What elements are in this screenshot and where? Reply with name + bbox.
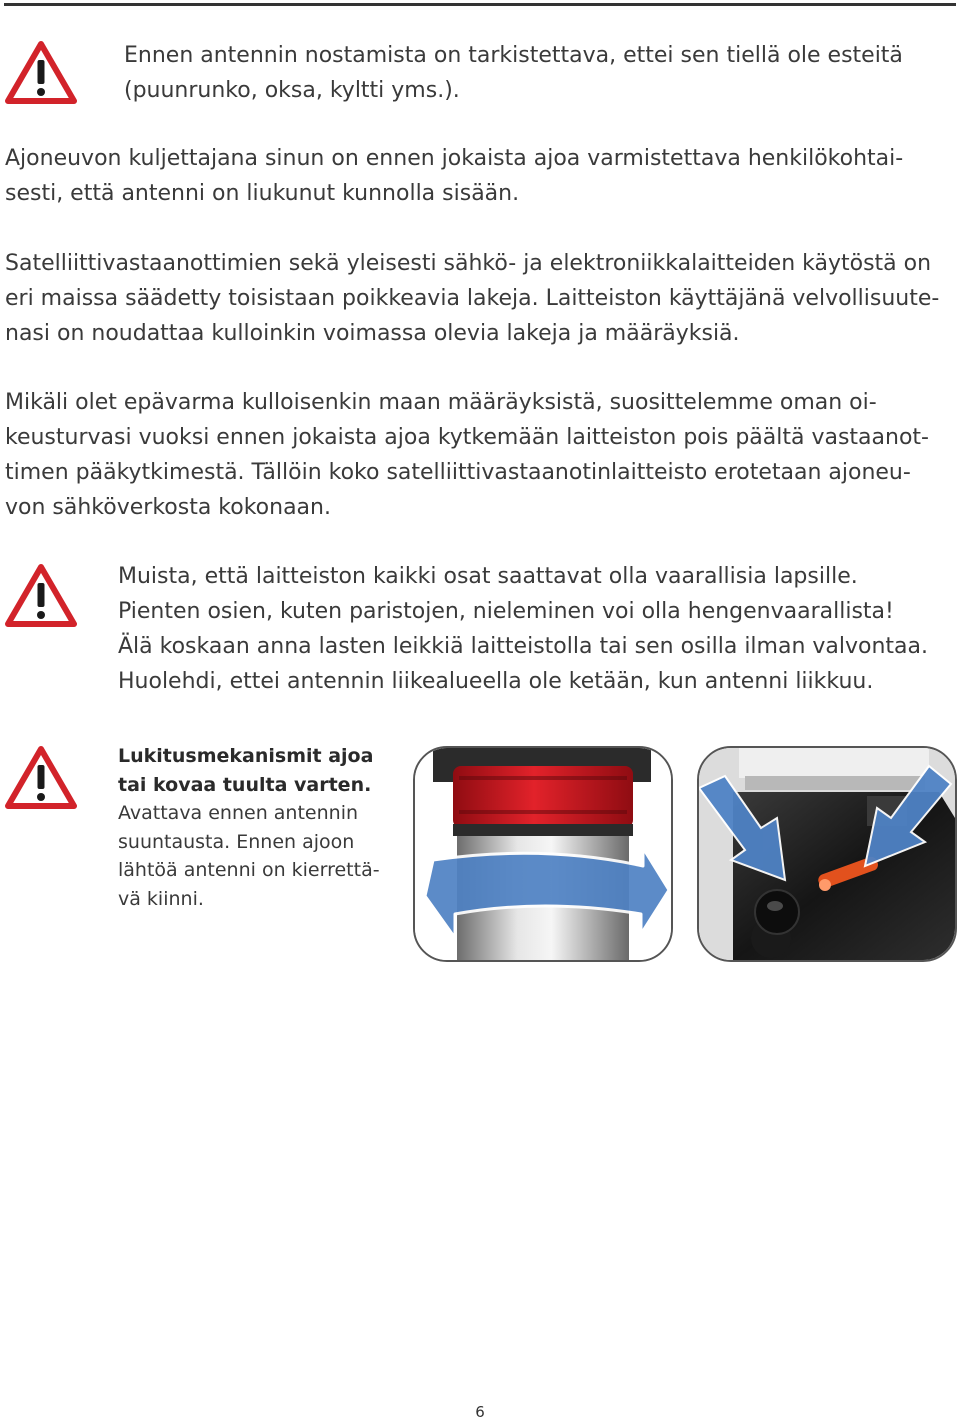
top-rule <box>4 3 956 6</box>
text-line: keusturvasi vuoksi ennen jokaista ajoa kytkemään laitteiston pois päältä vastaanot- <box>5 425 929 450</box>
warning-triangle-icon <box>5 563 77 627</box>
text-line: Ennen antennin nostamista on tarkistettava, ettei sen tiellä ole esteitä <box>124 43 903 68</box>
caption-heading-line: tai kovaa tuulta varten. <box>118 773 372 796</box>
text-line: Huolehdi, ettei antennin liikealueella ole ketään, kun antenni liikkuu. <box>118 669 874 694</box>
text-line: Älä koskaan anna lasten leikkiä laitteistolla tai sen osilla ilman valvontaa. <box>118 634 929 659</box>
paragraph-main-switch <box>5 385 929 525</box>
warning-triangle-icon <box>5 745 77 809</box>
text-line: sesti, että antenni on liukunut kunnolla sisään. <box>5 181 520 206</box>
text-line: Muista, että laitteiston kaikki osat saattavat olla vaarallisia lapsille. <box>118 564 858 589</box>
text-line: Ajoneuvon kuljettajana sinun on ennen jokaista ajoa varmistettava henkilökohtai- <box>5 146 904 171</box>
text-line: Satelliittivastaanottimien sekä yleisesti sähkö- ja elektroniikkalaitteiden käytöstä on <box>5 251 932 276</box>
page-number: 6 <box>475 1403 485 1421</box>
lock-lever-illustration <box>699 748 955 960</box>
locking-mechanism-caption <box>118 742 380 913</box>
caption-line: Avattava ennen antennin <box>118 802 359 824</box>
caption-line: lähtöä antenni on kierrettä- <box>118 859 380 881</box>
caption-line: suuntausta. Ennen ajoon <box>118 830 355 853</box>
warning-triangle-icon <box>5 40 77 104</box>
text-line: timen pääkytkimestä. Tällöin koko satelliittivastaanotinlaitteisto erotetaan ajoneu- <box>5 460 911 485</box>
warning-text-obstacles <box>124 38 903 108</box>
text-line: (puunrunko, oksa, kyltti yms.). <box>124 78 460 103</box>
photo-lock-lever <box>697 746 957 962</box>
text-line: Mikäli olet epävarma kulloisenkin maan määräyksistä, suosittelemme oman oi- <box>5 390 877 415</box>
text-line: von sähköverkosta kokonaan. <box>5 495 331 520</box>
photo-locking-ring <box>413 746 673 962</box>
text-line: eri maissa säädetty toisistaan poikkeavia lakeja. Laitteiston käyttäjänä velvollisuute- <box>5 286 940 311</box>
text-line: nasi on noudattaa kulloinkin voimassa olevia lakeja ja määräyksiä. <box>5 321 740 346</box>
paragraph-laws <box>5 246 939 351</box>
warning-text-children <box>118 559 928 699</box>
locking-ring-illustration <box>415 748 671 960</box>
caption-heading-line: Lukitusmekanismit ajoa <box>118 745 374 767</box>
text-line: Pienten osien, kuten paristojen, nieleminen voi olla hengenvaarallista! <box>118 599 894 624</box>
caption-line: vä kiinni. <box>118 887 204 910</box>
paragraph-driver-check <box>5 141 903 211</box>
